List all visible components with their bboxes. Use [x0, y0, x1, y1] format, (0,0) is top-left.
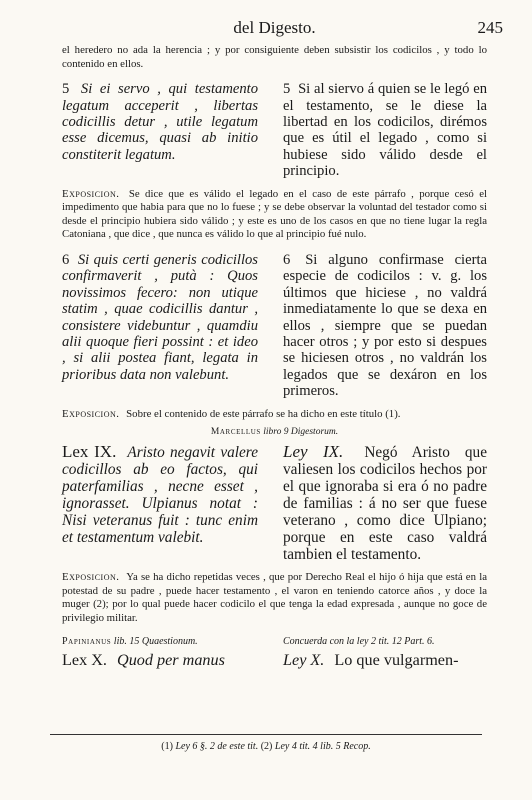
section-5-latin: [62, 81, 258, 179]
exposition-1-text: Se dice que es válido el legado en el caso de este párrafo , porque cesó el impedimento que habia para que no lo fuese ; y se debe observar la voluntad del testador como si desde el principio hubiera sido válido ; y este es uno de los casos en que no tiene lugar la regla Catoniana , que dice , que nunca es válido lo que al principio fué nulo.: [62, 187, 487, 241]
lex-10-spanish-text: Lo que vulgarmen-: [334, 650, 459, 669]
section-5-spanish: [283, 81, 487, 179]
lex-10: [62, 651, 487, 670]
exposition-3: [62, 571, 487, 625]
exposition-3-label: Exposicion.: [62, 571, 120, 584]
intro-text: el heredero no ada la herencia ; y por consiguiente deben subsistir los codicilos , y todo lo contenido en ellos.: [62, 44, 487, 70]
lex-9-spanish: [283, 443, 487, 563]
lex-10-latin-text: Quod per manus: [117, 650, 225, 669]
footnote: [0, 741, 532, 752]
exposition-1: [62, 188, 487, 242]
exposition-3-text: Ya se ha dicho repetidas veces , que por Derecho Real el hijo ó hija que está en la potestad de su padre , puede hacer testamento , el varon en teniendo catorce años , y doce la muger (2); por lo qual puede hacer codicilo el que tenga la edad expresada , aunque no goce de privilegio militar.: [62, 571, 487, 625]
section-5-spanish-text: Si al siervo á quien se le legó en el testamento, se le diese la libertad en los codicilos, dirémos que es útil el legado , como si hubiese sido válido desde el principio.: [283, 81, 487, 180]
exposition-1-label: Exposicion.: [62, 187, 120, 200]
section-5-es-number: 5: [283, 81, 291, 98]
lex-9-latin-label: Lex IX.: [62, 442, 117, 462]
section-5-latin-text: Si ei servo , qui testamento legatum acceperit , libertas codicillis detur , utile legatum esse dicemus, quasi ab initio constiterit legatum.: [62, 81, 259, 163]
lex-10-spanish: [283, 651, 487, 670]
attribution-work: libro 9 Digestorum.: [263, 427, 339, 438]
footnote-2-ref: Ley 4 tit. 4 lib. 5 Recop.: [274, 741, 371, 752]
lex-10-es-label: Ley X.: [283, 650, 325, 669]
footnote-2-number: (2): [260, 741, 273, 752]
lex-9-latin-text: Aristo negavit valere codicillos ab eo factos, qui paterfamilias , necne esset , ignorasset. Ulpianus notat : Nisi veteranus fuit : tunc enim et testamentum valebit.: [62, 444, 258, 547]
page: [62, 18, 503, 670]
section-6-latin: [62, 252, 258, 400]
section-6-spanish-text: Si alguno confirmase cierta especie de codicilos : v. g. los últimos que hiciese , no valdrá inmediatamente lo que se dexa en ellos , siempre que se puedan hacer otros ; y por esto si despues se hiciesen otros , no valdrán los legados que se dexáron en los primeros.: [283, 252, 487, 400]
section-6-latin-text: Si quis certi generis codicillos confirmaverit , putà : Quos novissimos fecero: non utique statim , quae codicillis dantur , consistere videbuntur , quamdiu alii quoque fieri possint : et ideo , si alii postea fiant, legata in prioribus data non valebunt.: [62, 252, 258, 383]
lex-10-latin: [62, 651, 258, 670]
lex-9-latin: [62, 443, 258, 563]
lex-9: [62, 443, 487, 563]
source-right: Concuerda con la ley 2 tit. 12 Part. 6.: [283, 635, 435, 647]
footnote-divider: [50, 734, 482, 735]
exposition-2-label: Exposicion.: [62, 407, 120, 420]
source-left-work: lib. 15 Quaestionum.: [113, 635, 198, 647]
source-attribution: [62, 427, 487, 437]
source-left-author: Papinianus: [62, 635, 112, 647]
section-5-number: 5: [62, 81, 70, 98]
lex-9-spanish-text: Negó Aristo que valiesen los codicilos hechos por el que ignoraba si era ó no padre de familias : á no ser que fuese veterano , como dice Ulpiano; porque en este caso valdrá tambien el testamento.: [283, 444, 487, 564]
exposition-2: [62, 408, 487, 422]
page-header: [62, 18, 503, 44]
section-5: [62, 81, 487, 179]
sources-line: [62, 636, 487, 647]
footnote-1-number: (1): [161, 741, 173, 752]
page-number: 245: [477, 18, 503, 37]
section-6-number: 6: [62, 252, 70, 268]
attribution-author: Marcellus: [210, 427, 261, 438]
lex-10-latin-label: Lex X.: [62, 650, 107, 669]
exposition-2-text: Sobre el contenido de este párrafo se ha dicho en este título (1).: [126, 407, 401, 420]
running-title: del Digesto.: [233, 18, 316, 37]
section-6: [62, 252, 487, 400]
footnote-1-ref: Ley 6 §. 2 de este tit.: [175, 741, 259, 752]
source-left: [62, 636, 258, 647]
section-6-es-number: 6: [283, 252, 291, 268]
lex-9-es-label: Ley IX.: [283, 442, 344, 462]
section-6-spanish: [283, 252, 487, 400]
